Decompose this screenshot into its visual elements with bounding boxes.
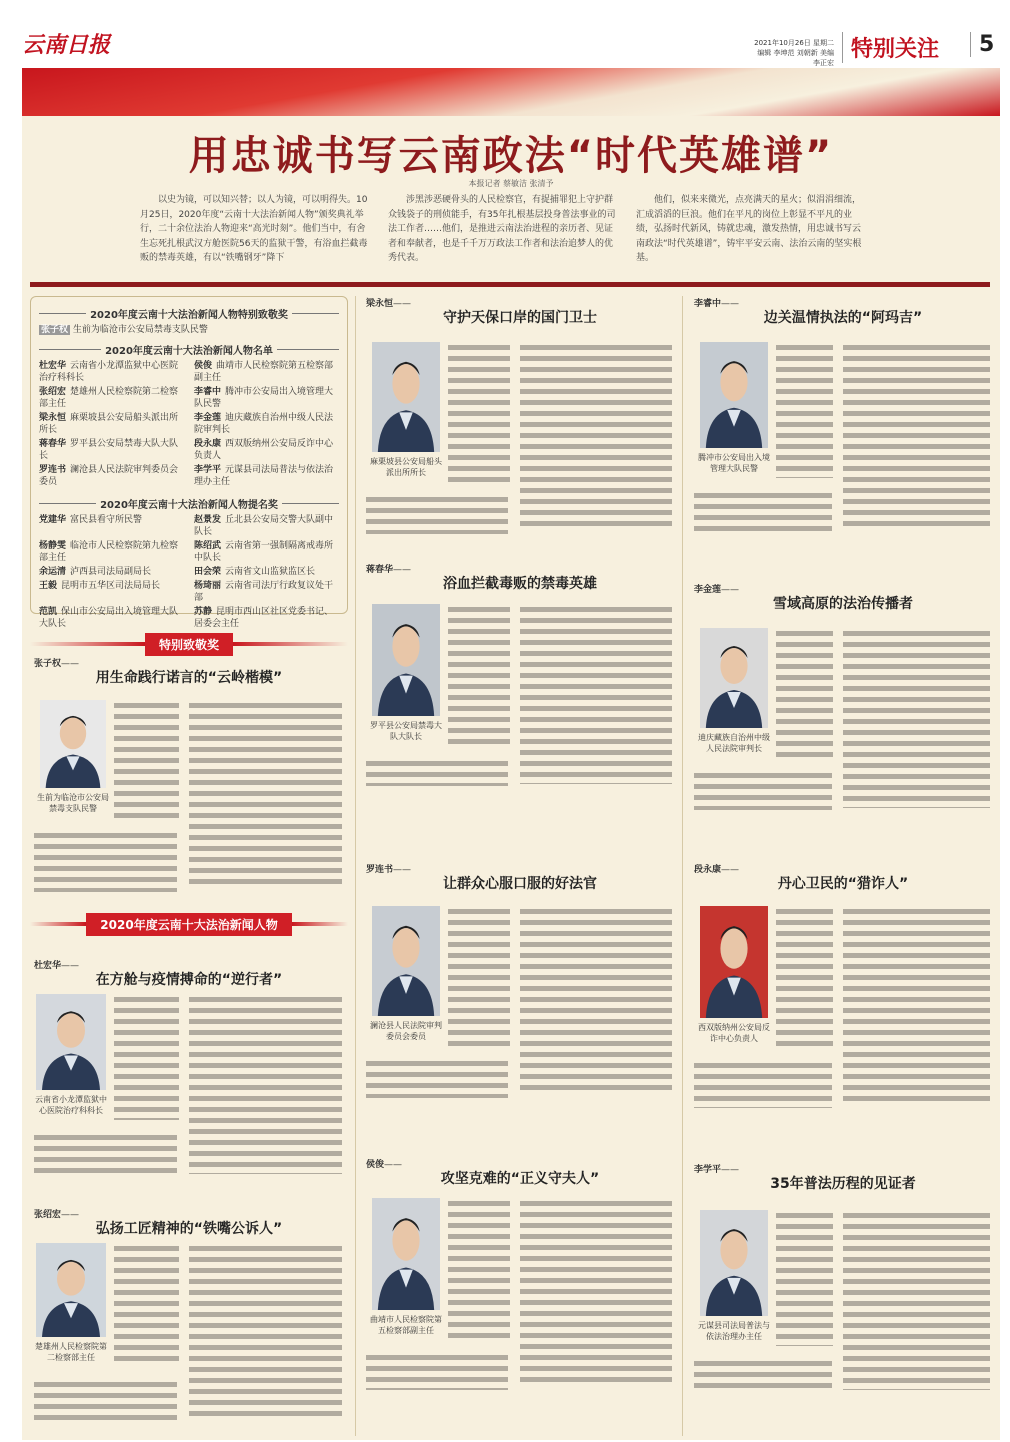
article-person-name: 梁永恒 —— xyxy=(366,296,411,309)
divider xyxy=(30,282,990,287)
portrait-photo xyxy=(372,342,440,452)
portrait-photo xyxy=(700,1210,768,1316)
article-person-name: 张子权 —— xyxy=(34,656,79,669)
article-person-name: 张绍宏 —— xyxy=(34,1207,79,1220)
portrait-photo xyxy=(372,1198,440,1310)
page-number: 5 xyxy=(970,32,994,57)
portrait-photo xyxy=(700,906,768,1018)
article-body-text xyxy=(843,628,990,808)
list-heading: 2020年度云南十大法治新闻人物提名奖 xyxy=(39,496,339,511)
photo-caption: 腾冲市公安局出入境管理大队民警 xyxy=(698,453,770,473)
article-body-text xyxy=(448,342,510,482)
list-item: 段永康 西双版纳州公安局反诈中心负责人 xyxy=(194,439,334,461)
article-body-text xyxy=(448,1198,510,1340)
photo-caption: 楚雄州人民检察院第二检察部主任 xyxy=(35,1342,107,1362)
article-body-text xyxy=(520,604,672,784)
special-award-banner: 特别致敬奖 xyxy=(30,634,348,654)
photo-caption: 生前为临沧市公安局禁毒支队民警 xyxy=(37,793,109,813)
list-item: 范凯 保山市公安局出入境管理大队大队长 xyxy=(39,607,179,629)
article-headline: 用生命践行诺言的“云岭楷模” xyxy=(95,670,283,686)
photo-caption: 澜沧县人民法院审判委员会委员 xyxy=(370,1021,442,1041)
article-body-text xyxy=(776,342,833,478)
awards-list-box xyxy=(30,296,348,629)
article-body-text xyxy=(366,1058,508,1098)
column-rule xyxy=(355,296,356,1436)
photo-caption: 元谋县司法局普法与依法治理办主任 xyxy=(698,1321,770,1341)
list-item: 党建华 富民县看守所民警 xyxy=(39,515,143,525)
article-person-name: 侯俊 —— xyxy=(366,1157,402,1170)
list-item: 杨静雯 临沧市人民检察院第九检察部主任 xyxy=(39,541,179,563)
portrait-photo xyxy=(700,628,768,728)
list-item: 蒋春华 罗平县公安局禁毒大队大队长 xyxy=(39,439,179,461)
list-item: 张绍宏 楚雄州人民检察院第二检察部主任 xyxy=(39,387,179,409)
article-body-text xyxy=(114,700,179,818)
list-heading: 2020年度云南十大法治新闻人物名单 xyxy=(39,342,339,357)
photo-caption: 罗平县公安局禁毒大队大队长 xyxy=(370,721,442,741)
article-body-text xyxy=(843,342,990,532)
article-body-text xyxy=(843,1210,990,1390)
portrait-photo xyxy=(372,906,440,1016)
article-headline: 弘扬工匠精神的“铁嘴公诉人” xyxy=(95,1221,283,1237)
list-item: 梁永恒 麻栗坡县公安局船头派出所所长 xyxy=(39,413,179,435)
winners-banner: 2020年度云南十大法治新闻人物 xyxy=(30,914,348,934)
article-body-text xyxy=(189,700,342,890)
portrait-photo xyxy=(36,994,106,1090)
portrait-photo xyxy=(36,1243,106,1337)
intro-paragraph: 涉黑涉恶硬骨头的人民检察官，有捉捕罪犯上守护群众钱袋子的刑侦能手，有35年扎根基层投身普法事业的司法工作者……他们，是推进云南法治进程的亲历者、见证者和奉献者，也是千千万万政法工作者和法治追梦人的优秀代表。 xyxy=(388,195,616,263)
dateline: 2021年10月26日 星期二 编辑 李坤范 刘朝新 美编 李正宏 xyxy=(754,39,834,67)
article-headline: 让群众心服口服的好法官 xyxy=(443,876,597,892)
photo-caption: 云南省小龙潭监狱中心医院治疗科科长 xyxy=(35,1095,107,1115)
list-item: 杜宏华 云南省小龙潭监狱中心医院治疗科科长 xyxy=(39,361,179,383)
article-body-text xyxy=(694,770,832,810)
intro-paragraph: 以史为镜，可以知兴替；以人为镜，可以明得失。10月25日，2020年度“云南十大法治新闻人物”颁奖典礼举行，二十余位法治人物迎来“高光时刻”。他们当中，有舍生忘死扎根武汉方舱医院56天的监狱干警，有浴血拦截毒贩的禁毒英雄，有以“铁嘴钢牙”降下 xyxy=(140,195,368,263)
nominees-list xyxy=(39,514,339,630)
winners-list xyxy=(39,360,339,488)
list-item: 王毅 昆明市五华区司法局局长 xyxy=(39,581,161,591)
article-body-text xyxy=(448,906,510,1046)
portrait-photo xyxy=(40,700,106,788)
article-body-text xyxy=(34,830,177,892)
list-item: 苏静 昆明市西山区社区党委书记、居委会主任 xyxy=(194,607,334,629)
intro-paragraph: 他们，似来来微光，点亮满天的星火；似涓涓细流，汇成滔滔的巨浪。他们在平凡的岗位上彰显不平凡的业绩，弘扬时代新风，铸就忠魂，激发热情，用忠诚书写云南政法“时代英雄谱”，铸牢平安云南、法治云南的坚实根基。 xyxy=(636,195,862,263)
list-item: 赵景发 丘北县公安局交警大队副中队长 xyxy=(194,515,334,537)
article-headline: 雪域高原的法治传播者 xyxy=(773,596,913,612)
article-headline: 丹心卫民的“猎诈人” xyxy=(777,876,909,892)
article-body-text xyxy=(366,494,508,534)
photo-caption: 曲靖市人民检察院第五检察部副主任 xyxy=(370,1315,442,1335)
article-body-text xyxy=(776,906,833,1048)
article-body-text xyxy=(520,906,672,1096)
article-body-text xyxy=(694,1358,832,1392)
article-body-text xyxy=(114,1243,179,1367)
article-body-text xyxy=(776,628,833,758)
article-headline: 边关温情执法的“阿玛吉” xyxy=(763,310,923,326)
column-rule xyxy=(682,296,683,1436)
list-item: 张子权 生前为临沧市公安局禁毒支队民警 xyxy=(41,325,208,335)
article-person-name: 李金莲 —— xyxy=(694,582,739,595)
article-body-text xyxy=(189,1243,342,1421)
article-headline: 攻坚克难的“正义守夫人” xyxy=(440,1171,600,1187)
article-person-name: 罗连书 —— xyxy=(366,862,411,875)
list-item: 罗连书 澜沧县人民法院审判委员会委员 xyxy=(39,465,179,487)
article-body-text xyxy=(114,994,179,1120)
photo-caption: 西双版纳州公安局反诈中心负责人 xyxy=(698,1023,770,1043)
article-headline: 在方舱与疫情搏命的“逆行者” xyxy=(95,972,283,988)
list-item: 李金莲 迪庆藏族自治州中级人民法院审判长 xyxy=(194,413,334,435)
byline: 本报记者 蔡敏洁 张清予 xyxy=(468,179,554,188)
red-ribbon-banner xyxy=(22,68,1000,116)
article-person-name: 李学平 —— xyxy=(694,1162,739,1175)
list-heading: 2020年度云南十大法治新闻人物特别致敬奖 xyxy=(39,306,339,321)
portrait-photo xyxy=(372,604,440,716)
photo-caption: 麻栗坡县公安局船头派出所所长 xyxy=(370,457,442,477)
article-person-name: 杜宏华 —— xyxy=(34,958,79,971)
article-body-text xyxy=(366,1352,508,1390)
newspaper-masthead: 云南日报 xyxy=(22,32,111,58)
list-item: 李学平 元谋县司法局普法与依法治理办主任 xyxy=(194,465,334,487)
article-person-name: 蒋春华 —— xyxy=(366,562,411,575)
list-item: 杨琦丽 云南省司法厅行政复议处干部 xyxy=(194,581,334,603)
article-body-text xyxy=(520,1198,672,1388)
article-body-text xyxy=(694,490,832,534)
article-headline: 守护天保口岸的国门卫士 xyxy=(443,310,597,326)
article-headline: 浴血拦截毒贩的禁毒英雄 xyxy=(443,576,597,592)
list-item: 田会荣 云南省文山监狱监区长 xyxy=(194,567,316,577)
article-person-name: 段永康 —— xyxy=(694,862,739,875)
list-item: 陈绍武 云南省第一强制隔离戒毒所中队长 xyxy=(194,541,334,563)
article-person-name: 李睿中 —— xyxy=(694,296,739,309)
article-body-text xyxy=(776,1210,833,1346)
portrait-photo xyxy=(700,342,768,448)
article-body-text xyxy=(366,758,508,786)
article-headline: 35年普法历程的见证者 xyxy=(770,1176,916,1192)
article-body-text xyxy=(189,994,342,1174)
article-body-text xyxy=(34,1379,177,1423)
photo-caption: 迪庆藏族自治州中级人民法院审判长 xyxy=(698,733,770,753)
article-body-text xyxy=(843,906,990,1106)
article-body-text xyxy=(448,604,510,746)
article-body-text xyxy=(520,342,672,532)
article-body-text xyxy=(34,1132,177,1176)
article-body-text xyxy=(694,1060,832,1108)
list-item: 侯俊 曲靖市人民检察院第五检察部副主任 xyxy=(194,361,334,383)
section-label: 特别关注 xyxy=(842,32,939,63)
list-item: 余运清 泸西县司法局副局长 xyxy=(39,567,152,577)
list-item: 李睿中 腾冲市公安局出入境管理大队民警 xyxy=(194,387,334,409)
page-title: 用忠诚书写云南政法“时代英雄谱” xyxy=(188,133,834,179)
